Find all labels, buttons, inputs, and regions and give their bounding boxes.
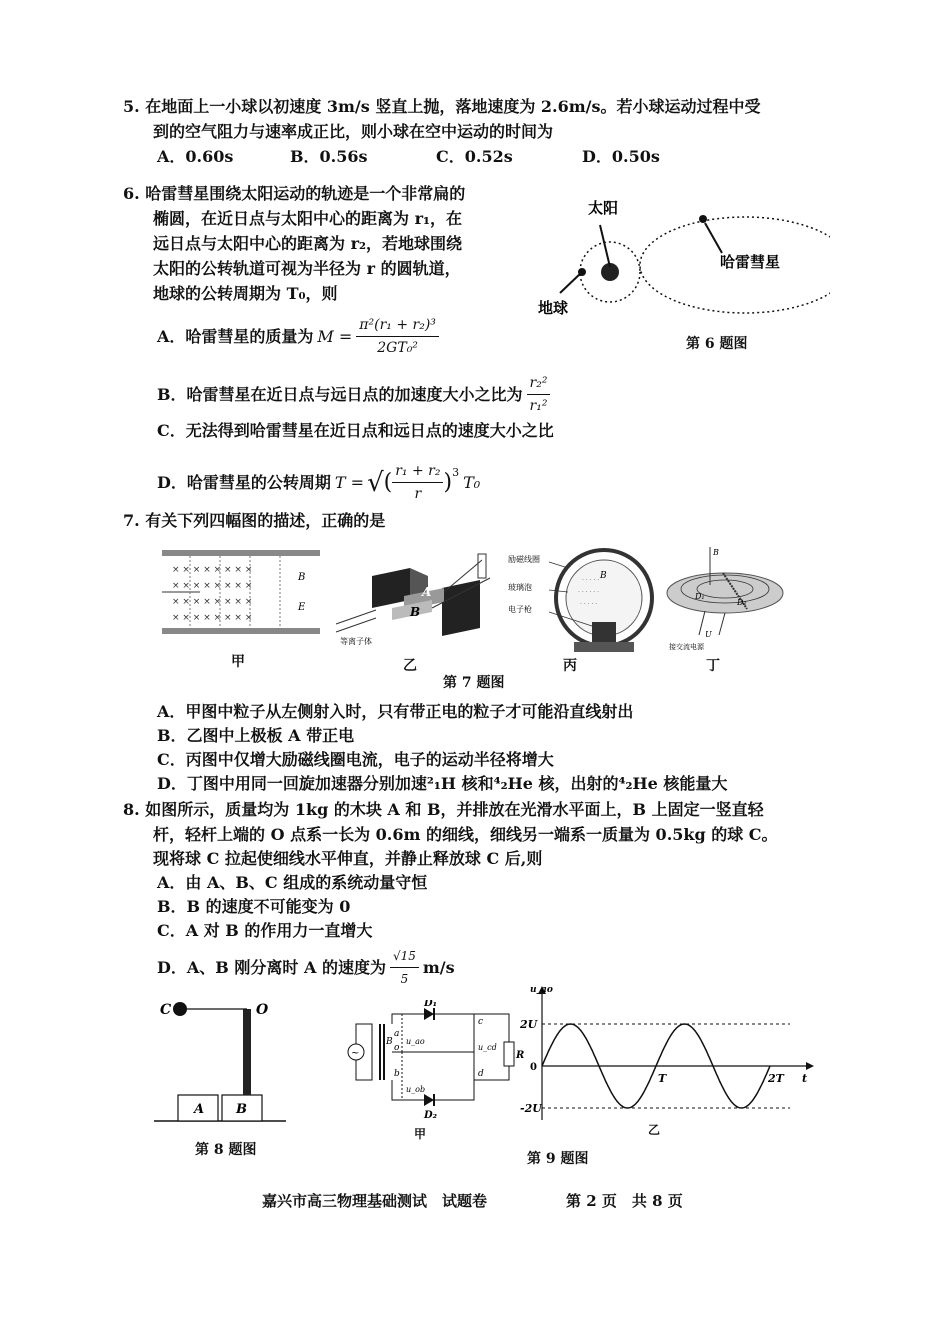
bing-B-label: B — [600, 571, 607, 581]
q5-stem-line2: 到的空气阻力与速率成正比，则小球在空中运动的时间为 — [153, 122, 554, 141]
q6-option-a — [157, 314, 439, 359]
q7-figure-yi — [332, 548, 497, 648]
graph-T-label: T — [658, 1072, 667, 1085]
q8-A-label: A — [194, 1102, 205, 1117]
ball-c — [173, 1002, 187, 1016]
ac-symbol: ~ — [351, 1048, 360, 1059]
q6-stem-line2: 椭圆，在近日点与太阳中心的距离为 r₁，在 — [153, 209, 463, 228]
gun-label: 电子枪 — [508, 605, 532, 614]
plasma-label: 等离子体 — [340, 637, 372, 646]
svg-text:× × × × × × × ×: × × × × × × × × — [172, 597, 253, 607]
circuit-D1-label: D₁ — [424, 1000, 438, 1009]
q8-option-a: A．由 A、B、C 组成的系统动量守恒 — [157, 873, 428, 892]
q8-stem-line1: 8. 如图所示，质量均为 1kg 的木块 A 和 B，并排放在光滑水平面上，B 上固定一竖直轻 — [123, 800, 764, 819]
q8-O-label: O — [256, 1002, 269, 1018]
graph-t-label: t — [802, 1072, 808, 1085]
footer-page: 第 2 页 共 8 页 — [566, 1192, 683, 1210]
q7-option-a: A．甲图中粒子从左侧射入时，只有带正电的粒子才可能沿直线射出 — [157, 702, 634, 721]
q6-option-a-numerator: π²(r₁ + r₂)³ — [356, 314, 439, 337]
graph-2T-label: 2T — [768, 1072, 784, 1085]
q6-option-a-denominator: 2GT₀² — [377, 340, 418, 356]
bottom-plate — [162, 628, 320, 634]
q7-option-d: D．丁图中用同一回旋加速器分别加速²₁H 核和⁴₂He 核，出射的⁴₂He 核能量大 — [157, 774, 728, 793]
svg-text:× × × × × × × ×: × × × × × × × × — [172, 613, 253, 623]
circuit-R-label: R — [516, 1050, 524, 1061]
rod — [243, 1009, 251, 1095]
coil-pointer — [549, 562, 568, 568]
q6-option-d-denominator: r — [414, 486, 422, 502]
top-plate — [162, 550, 320, 556]
q8-option-d-numerator: √15 — [390, 945, 419, 968]
q8-option-d-unit: m/s — [422, 957, 455, 977]
q8-option-c: C．A 对 B 的作用力一直增大 — [157, 921, 373, 940]
output-top-wire — [414, 1014, 509, 1042]
earth-pointer — [560, 272, 582, 293]
q6-option-d-rparen: ) — [443, 469, 453, 495]
q8-figure — [150, 995, 290, 1125]
q8-stem-line3: 现将球 C 拉起使细线水平伸直，并静止释放球 C 后,则 — [153, 849, 543, 868]
circuit-ucd-label: u_cd — [478, 1043, 497, 1052]
q9-wave-graph — [520, 980, 820, 1130]
graph-pos-label: 2U — [520, 1018, 538, 1031]
field-dots — [578, 577, 599, 608]
q8-option-d — [157, 945, 455, 990]
q6-option-d-tail: T₀ — [463, 472, 481, 492]
d-box — [667, 573, 783, 613]
q9-label-jia: 甲 — [414, 1127, 427, 1141]
q8-stem-line2: 杆，轻杆上端的 O 点系一长为 0.6m 的细线，细线另一端系一质量为 0.5kg 的球 C。 — [153, 825, 778, 844]
ac-source-label: 接交流电源 — [669, 643, 704, 651]
circuit-uao-label: u_ao — [406, 1037, 425, 1046]
q8-option-d-text: D．A、B 刚分离时 A 的速度为 — [157, 957, 386, 977]
comet-pointer — [705, 223, 722, 253]
footer-title: 嘉兴市高三物理基础测试 试题卷 — [262, 1192, 488, 1210]
graph-zero-label: 0 — [530, 1062, 537, 1073]
field-crosses — [172, 565, 252, 623]
q6-option-a-text: A．哈雷彗星的质量为 — [157, 326, 314, 346]
q5-option-c: C．0.52s — [436, 147, 513, 166]
q6-caption: 第 6 题图 — [686, 336, 748, 352]
svg-text:· · · · ·: · · · · · — [580, 601, 598, 608]
ding-U-label: U — [705, 630, 712, 639]
graph-y-label: u_ao — [530, 985, 553, 995]
yi-B-label: B — [410, 605, 421, 619]
secondary-top — [392, 1014, 414, 1024]
yi-A-label: A — [422, 585, 432, 599]
q5-option-d: D．0.50s — [582, 147, 660, 166]
q6-option-d-lparen: ( — [383, 469, 393, 495]
q7-label-yi: 乙 — [403, 658, 417, 674]
circuit-c-label: c — [478, 1017, 484, 1027]
graph-neg-label: -2U — [520, 1102, 542, 1115]
q9-caption: 第 9 题图 — [527, 1151, 589, 1167]
circuit-B-label: B — [386, 1037, 393, 1047]
q6-option-b-numerator: r₂² — [527, 372, 551, 395]
q6-option-d-numerator: r₁ + r₂ — [392, 460, 443, 483]
svg-text:× × × × × × × ×: × × × × × × × × — [172, 565, 253, 575]
q7-label-ding: 丁 — [706, 658, 720, 674]
circuit-D2-label: D₂ — [424, 1110, 438, 1121]
t-axis-arrow — [806, 1062, 814, 1070]
q9-label-yi: 乙 — [648, 1123, 661, 1137]
q8-C-label: C — [160, 1002, 172, 1018]
svg-text:· · · · · ·: · · · · · · — [578, 589, 599, 596]
ding-B-label: B — [713, 548, 719, 557]
q8-B-label: B — [236, 1102, 247, 1117]
q7-caption: 第 7 题图 — [443, 675, 505, 691]
q5-stem-line1: 5. 在地面上一小球以初速度 3m/s 竖直上抛，落地速度为 2.6m/s。若小球运动过程中受 — [123, 97, 761, 116]
bulb-label: 玻璃泡 — [508, 583, 532, 592]
q9-circuit-figure — [344, 1000, 524, 1125]
q8-option-d-fraction — [390, 945, 419, 990]
q6-option-d-exponent: 3 — [452, 465, 460, 479]
circuit-uob-label: u_ob — [406, 1085, 426, 1094]
q6-option-a-lhs: M = — [317, 326, 353, 346]
q6-option-b — [157, 372, 550, 417]
q7-label-jia: 甲 — [231, 654, 245, 670]
q5-option-a: A．0.60s — [157, 147, 234, 166]
sun-label: 太阳 — [588, 200, 619, 217]
ding-D1-label: D₁ — [695, 592, 705, 601]
lead-right — [719, 613, 725, 635]
plasma-arrows — [336, 610, 376, 632]
load-resistor — [478, 554, 486, 578]
earth-label: 地球 — [538, 300, 569, 317]
svg-text:· · · · ·: · · · · · — [582, 577, 600, 584]
coil-label: 励磁线圈 — [508, 555, 540, 564]
q6-stem-line5: 地球的公转周期为 T₀，则 — [153, 284, 338, 303]
jia-E-label: E — [298, 602, 306, 613]
q6-option-d-lhs: T = — [334, 472, 365, 492]
q7-label-bing: 丙 — [563, 658, 577, 674]
circuit-a-label: a — [394, 1029, 400, 1039]
q7-option-b: B．乙图中上极板 A 带正电 — [157, 726, 355, 745]
circuit-o-label: o — [394, 1043, 400, 1053]
q6-option-b-fraction — [527, 372, 551, 417]
svg-text:× × × × × × × ×: × × × × × × × × — [172, 581, 253, 591]
q5-option-b: B．0.56s — [290, 147, 368, 166]
q6-option-d-radical: √ — [367, 467, 384, 498]
q6-stem-line3: 远日点与太阳中心的距离为 r₂，若地球围绕 — [153, 234, 463, 253]
q7-stem: 7. 有关下列四幅图的描述，正确的是 — [123, 511, 386, 530]
resistor-r — [504, 1042, 514, 1066]
q6-option-a-fraction — [356, 314, 439, 359]
q6-option-d — [157, 460, 480, 505]
sun-pointer — [600, 225, 610, 267]
q7-figure-jia — [160, 548, 322, 638]
q7-option-c: C．丙图中仅增大励磁线圈电流，电子的运动半径将增大 — [157, 750, 554, 769]
jia-B-label: B — [298, 572, 306, 583]
q6-stem-line1: 6. 哈雷彗星围绕太阳运动的轨迹是一个非常扁的 — [123, 184, 466, 203]
q6-option-d-text: D．哈雷彗星的公转周期 — [157, 472, 331, 492]
q8-caption: 第 8 题图 — [195, 1142, 257, 1158]
comet-label: 哈雷彗星 — [720, 254, 781, 271]
q7-figure-ding — [665, 545, 790, 655]
q8-option-d-denominator: 5 — [400, 972, 409, 986]
q6-option-b-denominator: r₁² — [529, 398, 548, 414]
ding-D2-label: D₂ — [737, 598, 747, 607]
q6-orbit-figure — [530, 185, 830, 355]
circuit-b-label: b — [394, 1069, 400, 1079]
comet-icon — [699, 215, 707, 223]
circuit-d-label: d — [478, 1069, 484, 1079]
q6-option-c: C．无法得到哈雷彗星在近日点和远日点的速度大小之比 — [157, 421, 554, 440]
q6-option-b-text: B．哈雷彗星在近日点与远日点的加速度大小之比为 — [157, 384, 523, 404]
stand — [574, 642, 634, 652]
q6-stem-line4: 太阳的公转轨道可视为半径为 r 的圆轨道， — [153, 259, 461, 278]
q8-option-b: B．B 的速度不可能变为 0 — [157, 897, 351, 916]
q6-option-d-fraction — [392, 460, 443, 505]
q7-figure-bing — [504, 548, 664, 658]
electron-gun — [592, 622, 616, 642]
